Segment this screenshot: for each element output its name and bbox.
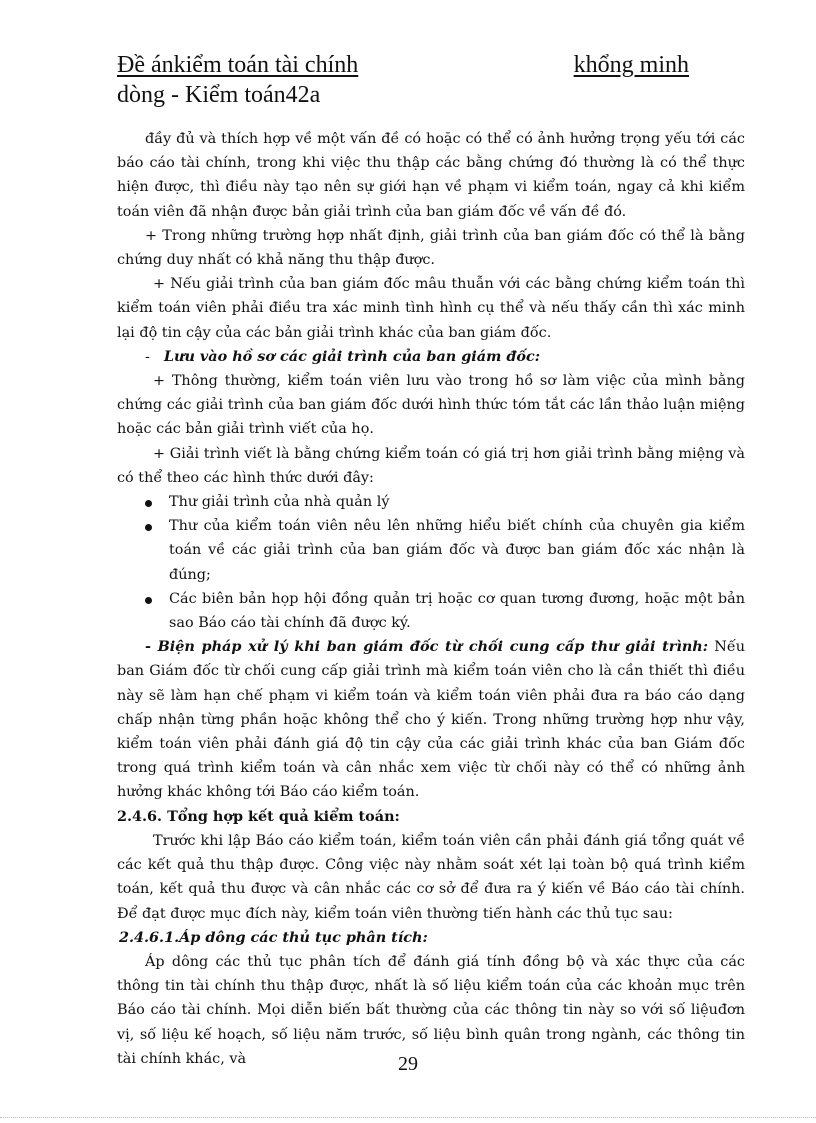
paragraph-4: + Thông thường, kiểm toán viên lưu vào trong hồ sơ làm việc của mình bằng chứng các giải trình của ban giám đốc dưới hình thức tóm tắt các lần thảo luận miệng hoặc các bản giải trình viết của họ.	[117, 373, 745, 438]
dash-heading-records-text: Lưu vào hồ sơ các giải trình của ban giám đốc:	[163, 347, 541, 365]
dash-heading-records	[117, 345, 745, 369]
bullet-icon	[145, 597, 152, 604]
page-number: 29	[398, 1053, 418, 1075]
paragraph-refusal	[117, 635, 745, 804]
list-item-text: Thư của kiểm toán viên nêu lên những hiểu biết chính của chuyên gia kiểm toán về các giải trình của ban giám đốc và được ban giám đốc xác nhận là đúng;	[169, 518, 745, 583]
page-header	[117, 50, 741, 110]
paragraph-6: Trước khi lập Báo cáo kiểm toán, kiểm toán viên cần phải đánh giá tổng quát về các kết quả thu thập được. Công việc này nhằm soát xét lại toàn bộ quá trình kiểm toán, kết quả thu được và cân nhắc các cơ sở để đưa ra ý kiến về Báo cáo tài chính. Để đạt được mục đích này, kiểm toán viên thường tiến hành các thủ tục sau:	[117, 832, 745, 922]
list-item	[117, 490, 745, 514]
section-heading-2-4-6: 2.4.6. Tổng hợp kết quả kiểm toán:	[117, 807, 400, 825]
paragraph-7: Áp dông các thủ tục phân tích để đánh giá tính đồng bộ và xác thực của các thông tin tài chính thu thập được, nhất là số liệu kiểm toán của các khoản mục trên Báo cáo tài chính. Mọi diễn biến bất thường của các thông tin này so với số liệuđơn vị, số liệu kế hoạch, số liệu năm trước, số liệu bình quân trong ngành, các thông tin tài chính khác, và	[117, 953, 745, 1067]
list-item-text: Các biên bản họp hội đồng quản trị hoặc cơ quan tương đương, hoặc một bản sao Báo cáo tài chính đã được ký.	[169, 590, 745, 632]
header-title-line	[117, 50, 741, 80]
footer-divider	[0, 1117, 816, 1118]
bullet-icon	[145, 500, 152, 507]
header-subtitle: dòng - Kiểm toán42a	[117, 82, 321, 108]
list-item	[117, 587, 745, 635]
dash-marker: -	[145, 348, 150, 365]
paragraph-3: + Nếu giải trình của ban giám đốc mâu thuẫn với các bằng chứng kiểm toán thì kiểm toán viên phải điều tra xác minh tình hình cụ thể và nếu thấy cần thì xác minh lại độ tin cậy của các bản giải trình khác của ban giám đốc.	[117, 276, 745, 341]
paragraph-5: + Giải trình viết là bằng chứng kiểm toán có giá trị hơn giải trình bằng miệng và có thể theo các hình thức dưới đây:	[117, 445, 745, 486]
list-item-text: Thư giải trình của nhà quản lý	[169, 494, 390, 511]
paragraph-1: đầy đủ và thích hợp về một vấn đề có hoặc có thể có ảnh hưởng trọng yếu tới các báo cáo tài chính, trong khi việc thu thập các bằng chứng đó thường là có thể thực hiện được, thì điều này tạo nên sự giới hạn về phạm vi kiểm toán, ngay cả khi kiểm toán viên đã nhận được bản giải trình của ban giám đốc về vấn đề đó.	[117, 131, 745, 220]
document-body	[117, 127, 745, 1071]
header-title-right: khổng minh	[573, 52, 689, 78]
refusal-heading: - Biện pháp xử lý khi ban giám đốc từ chối cung cấp thư giải trình:	[145, 638, 709, 656]
header-title-left: Đề ánkiểm toán tài chính	[117, 52, 359, 78]
refusal-text: Nếu ban Giám đốc từ chối cung cấp giải trình mà kiểm toán viên cho là cần thiết thì điều này sẽ làm hạn chế phạm vi kiểm toán và kiểm toán viên phải đưa ra báo cáo dạng chấp nhận từng phần hoặc không thể cho ý kiến. Trong những trường hợp như vậy, kiểm toán viên phải đánh giá độ tin cậy của các giải trình khác của ban Giám đốc trong quá trình kiểm toán và cân nhắc xem việc từ chối này có thể có những ảnh hưởng khác không tới Báo cáo kiểm toán.	[117, 639, 745, 801]
list-item	[117, 514, 745, 587]
section-heading-2-4-6-1: 2.4.6.1.Áp dông các thủ tục phân tích:	[119, 928, 428, 946]
paragraph-2: + Trong những trường hợp nhất định, giải trình của ban giám đốc có thể là bằng chứng duy nhất có khả năng thu thập được.	[117, 227, 745, 269]
bullet-list	[117, 490, 745, 635]
bullet-icon	[145, 524, 152, 531]
